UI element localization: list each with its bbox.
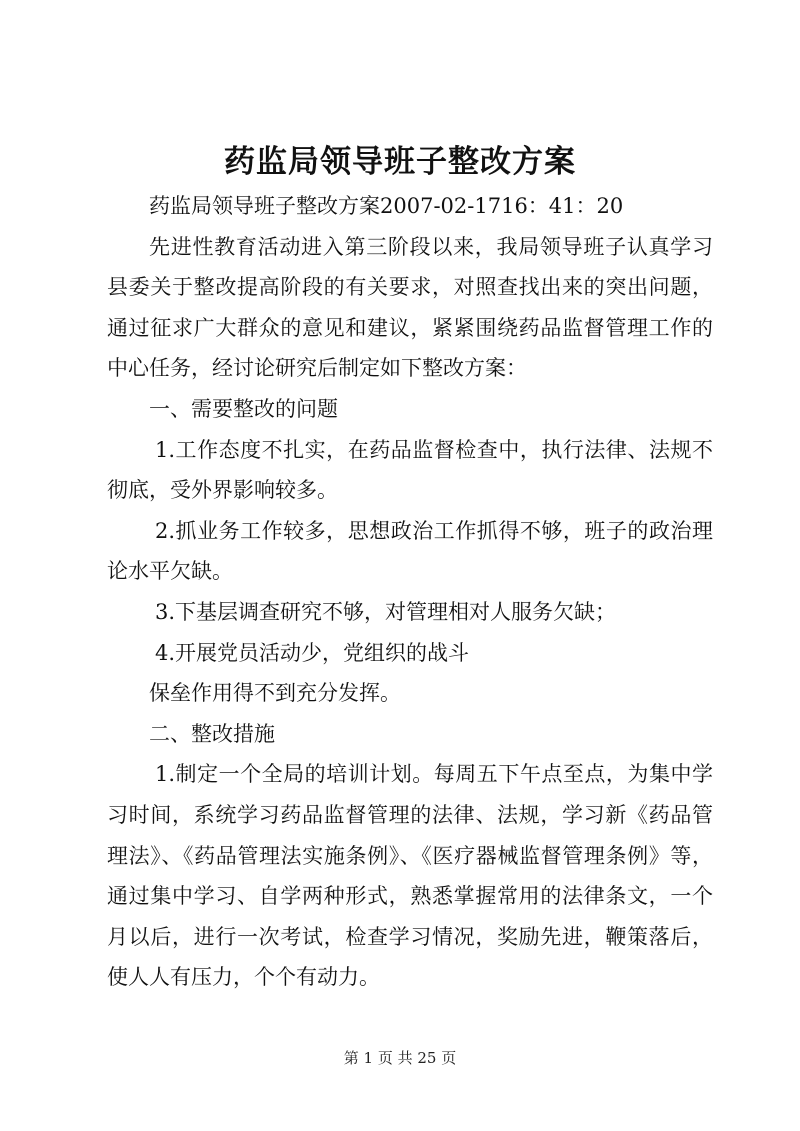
paragraph-subtitle-line: 药监局领导班子整改方案2007-02-1716：41：20 — [149, 194, 624, 218]
problem-item-4: 4.开展党员活动少，党组织的战斗 — [155, 640, 470, 665]
section-heading-problems: 一、需要整改的问题 — [149, 396, 338, 421]
document-body — [107, 186, 713, 998]
problem-item-2: 2.抓业务工作较多，思想政治工作抓得不够，班子的政治理论水平欠缺。 — [107, 518, 713, 584]
problem-item-1: 1.工作态度不扎实，在药品监督检查中，执行法律、法规不彻底，受外界影响较多。 — [107, 437, 713, 503]
paragraph-intro: 先进性教育活动进入第三阶段以来，我局领导班子认真学习县委关于整改提高阶段的有关要求，对照查找出来的突出问题，通过征求广大群众的意见和建议，紧紧围绕药品监督管理工作的中心任务，经讨论研究后制定如下整改方案： — [107, 234, 713, 381]
problem-item-3: 3.下基层调查研究不够，对管理相对人服务欠缺； — [155, 599, 617, 624]
section-heading-measures: 二、整改措施 — [149, 721, 275, 746]
measure-item-1: 1.制定一个全局的培训计划。每周五下午点至点，为集中学习时间，系统学习药品监督管理的法律、法规，学习新《药品管理法》、《药品管理法实施条例》、《医疗器械监督管理条例》等，通过集中学习、自学两种形式，熟悉掌握常用的法律条文，一个月以后，进行一次考试，检查学习情况，奖励先进，鞭策落后，使人人有压力，个个有动力。 — [107, 762, 713, 990]
page-footer: 第 1 页 共 25 页 — [343, 1049, 457, 1067]
document-title: 药监局领导班子整改方案 — [224, 144, 576, 180]
problem-item-4-continued: 保垒作用得不到充分发挥。 — [149, 681, 401, 706]
